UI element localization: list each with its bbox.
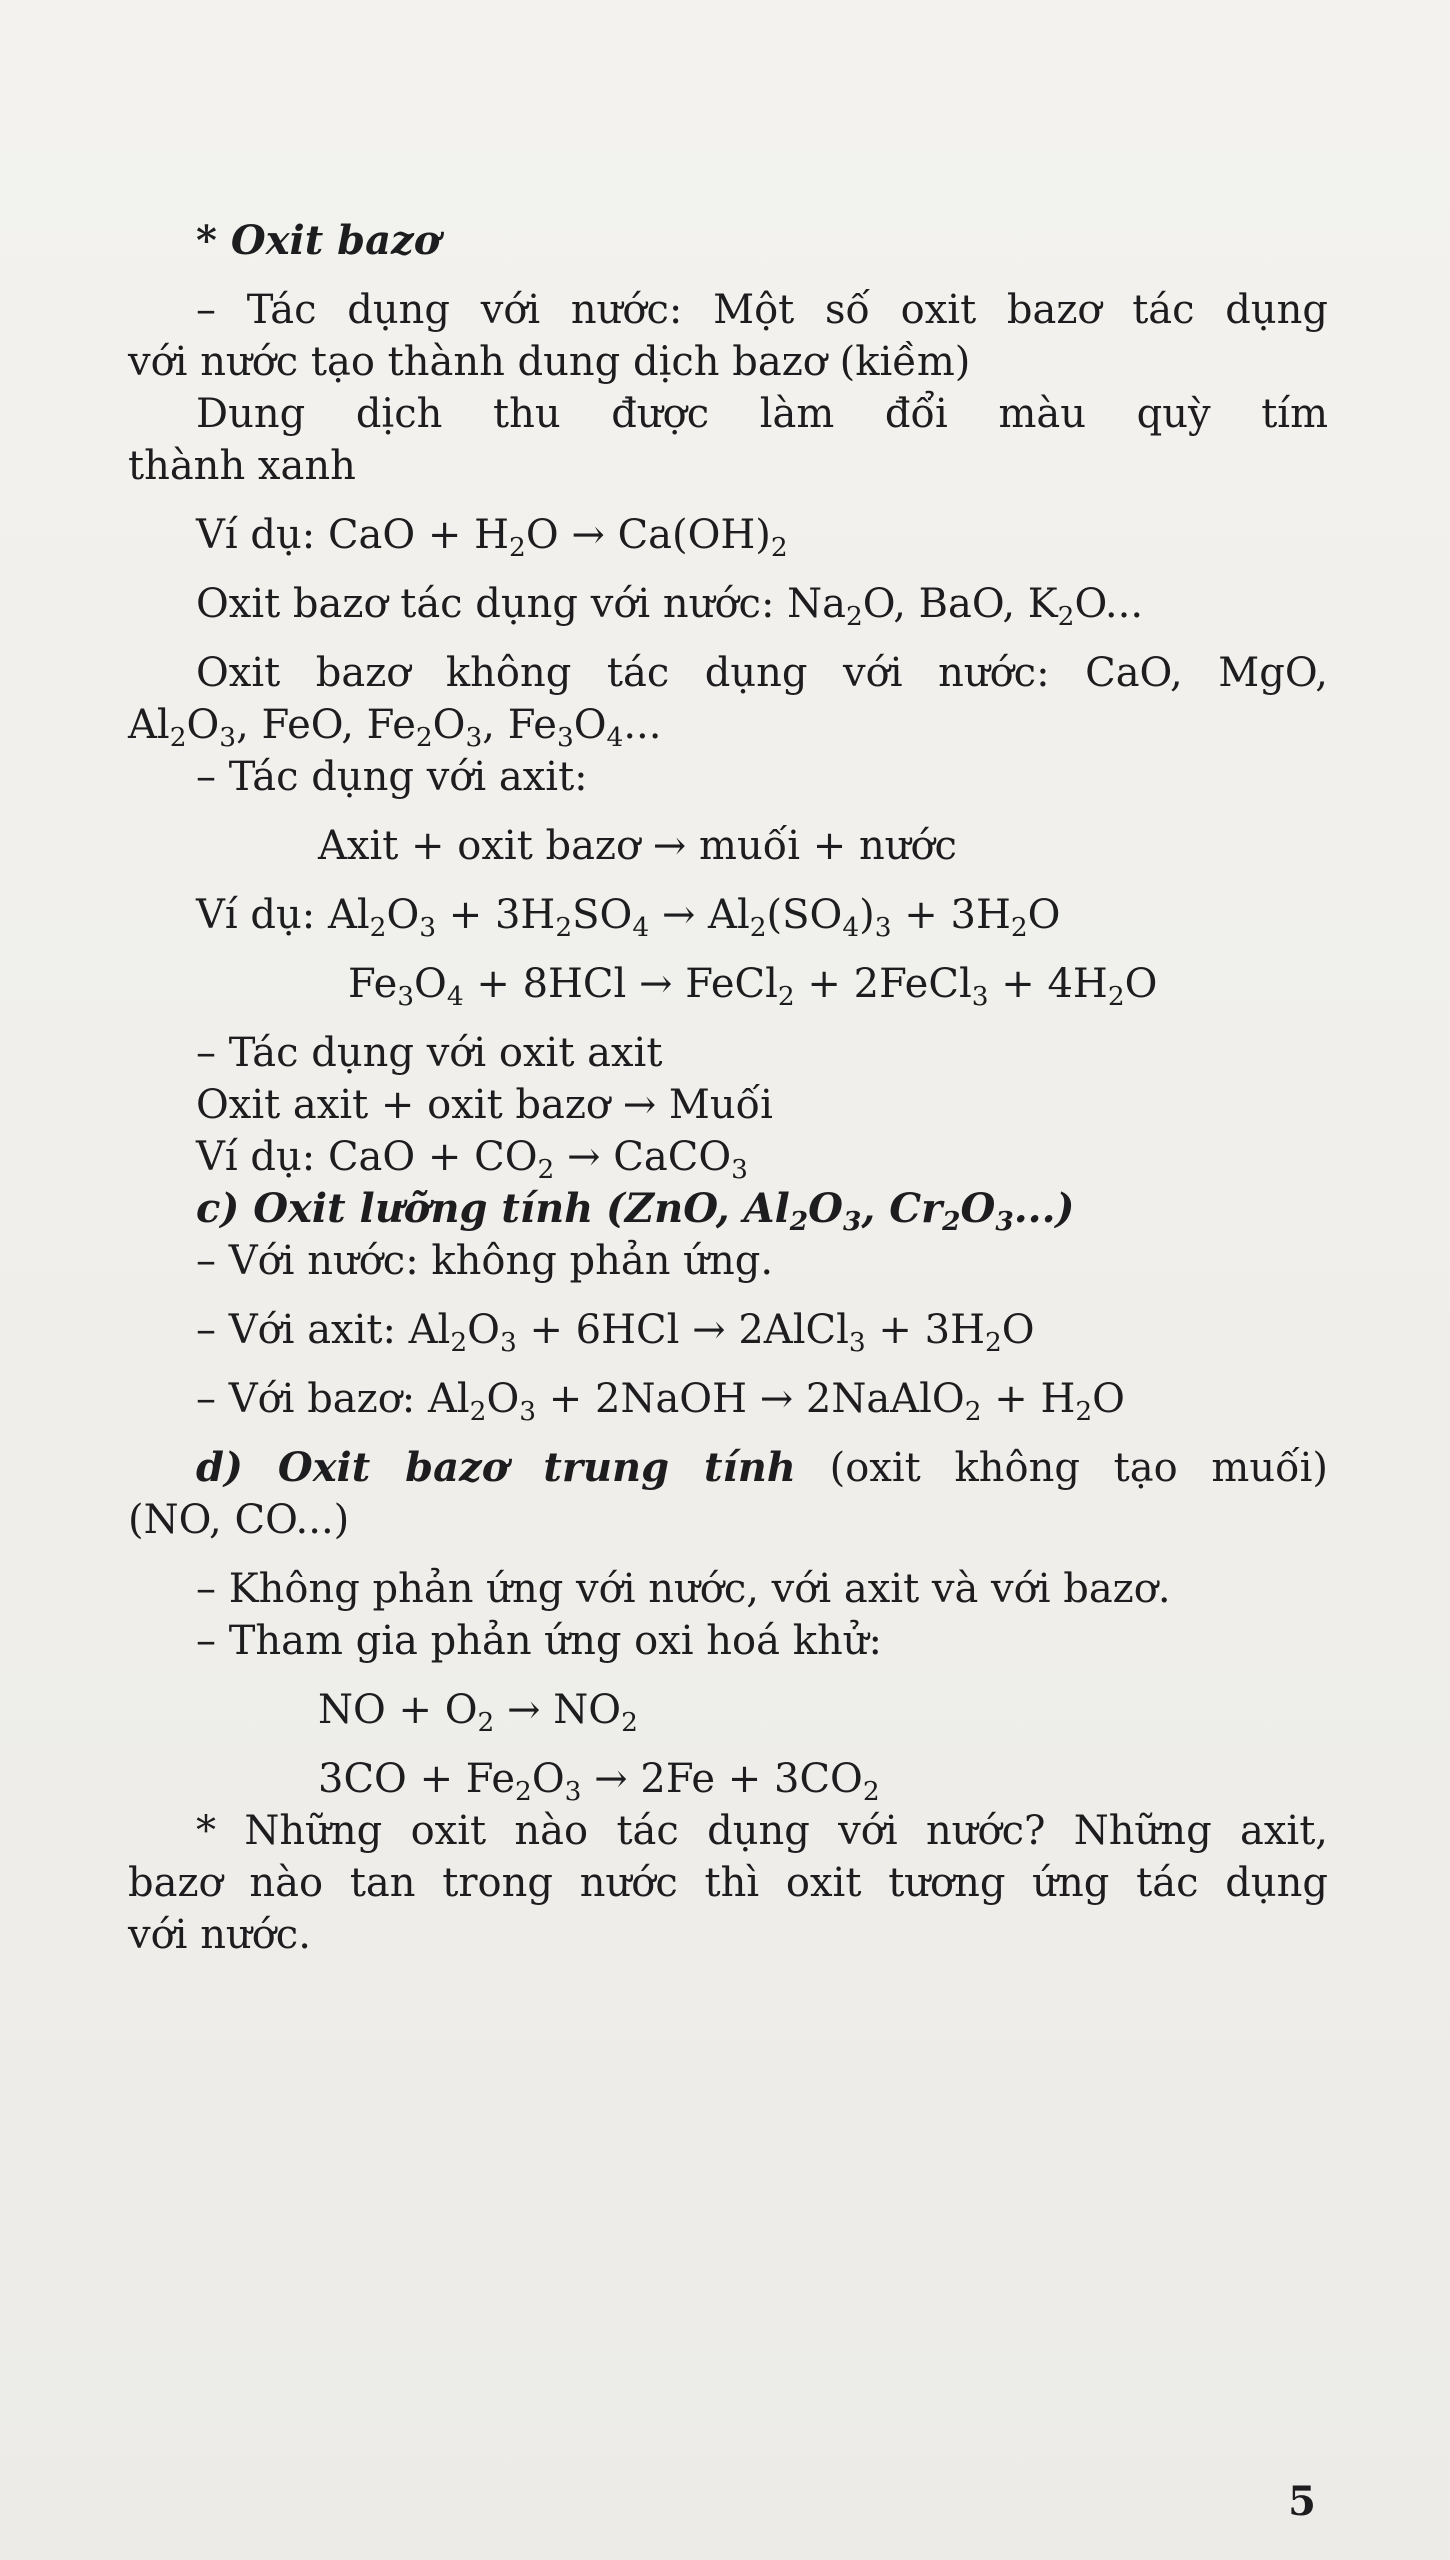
text-line: – Tham gia phản ứng oxi hoá khử: (196, 1618, 882, 1664)
equation-line: Ví dụ: CaO + $CO_2$ → CaCO$_3$ (196, 1134, 748, 1185)
equation-line: NO + $O_2 \to NO_2$ (318, 1687, 638, 1738)
subsection-heading: d) Oxit bazơ trung tính (oxit không tạo muối) (196, 1444, 1328, 1491)
text-line: $Al_2O_3$, FeO, $Fe_2O_3$, $Fe_3O_4$... (128, 702, 662, 753)
section-heading: * Oxit bazơ (196, 217, 441, 264)
equation-line: Ví dụ: $Al_2O_3 + 3H_2SO_4 \to Al_2(SO_4)_3 + 3H_2O$ (196, 892, 1061, 943)
text-line: bazơ nào tan trong nước thì oxit tương ứng tác dụng (128, 1860, 1328, 1906)
equation-line: – Với bazơ: $Al_2O_3$ + 2NaOH → 2NaAlO$_2$ + $H_2O$ (196, 1376, 1125, 1427)
text-line: * Những oxit nào tác dụng với nước? Những axit, (196, 1808, 1328, 1854)
text-line: Dung dịch thu được làm đổi màu quỳ tím (196, 391, 1328, 437)
equation-line: $Fe_3O_4 + 8HCl$ → FeCl$_2$ + 2FeCl$_3$ + $4H_2O$ (348, 961, 1158, 1012)
text-line: – Tác dụng với nước: Một số oxit bazơ tác dụng (196, 287, 1328, 333)
text-line: – Tác dụng với axit: (196, 754, 588, 800)
text-line: Oxit bazơ tác dụng với nước: $Na_2O$, BaO, $K_2O$... (196, 581, 1144, 632)
equation-line: Oxit axit + oxit bazơ → Muối (196, 1082, 773, 1128)
subsection-heading: c) Oxit lưỡng tính (ZnO, $Al_2O_3$, $Cr_2O_3$...) (196, 1185, 1075, 1237)
text-line: với nước. (128, 1912, 311, 1958)
text-line: với nước tạo thành dung dịch bazơ (kiềm) (128, 339, 971, 385)
text-line: – Không phản ứng với nước, với axit và với bazơ. (196, 1566, 1171, 1612)
equation-line: Ví dụ: CaO + $H_2O \to Ca(OH)_2$ (196, 512, 788, 563)
text-line: Oxit bazơ không tác dụng với nước: CaO, MgO, (196, 650, 1328, 696)
text-line: (NO, CO...) (128, 1497, 350, 1543)
text-line: thành xanh (128, 443, 356, 489)
equation-line: – Với axit: $Al_2O_3 + 6HCl$ → 2AlCl$_3$ + $3H_2O$ (196, 1307, 1035, 1358)
equation-line: $3CO + Fe_2O_3 \to 2Fe + 3CO_2$ (318, 1756, 880, 1807)
text-line: – Tác dụng với oxit axit (196, 1030, 663, 1076)
page-number: 5 (1288, 2478, 1316, 2525)
text-line: – Với nước: không phản ứng. (196, 1238, 774, 1284)
page-content (128, 215, 1328, 1961)
equation-line: Axit + oxit bazơ → muối + nước (318, 823, 957, 869)
